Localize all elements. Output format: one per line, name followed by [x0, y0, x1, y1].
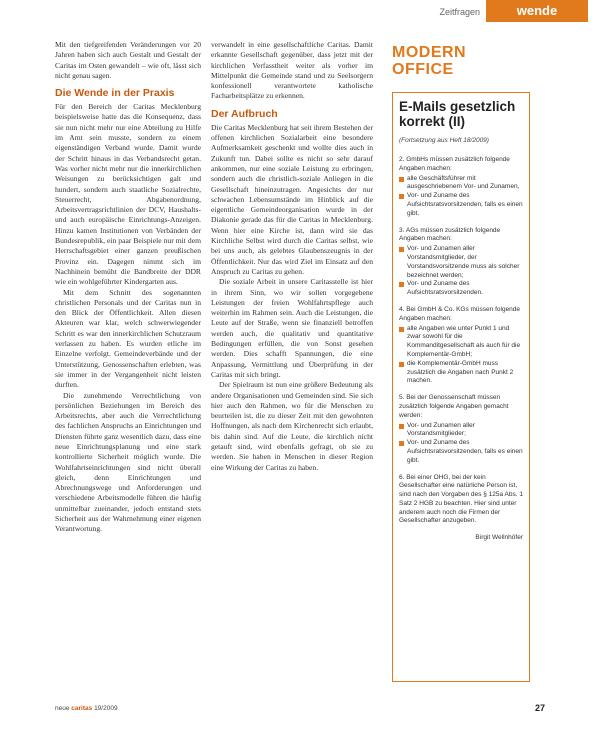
subheading: Der Aufbruch [211, 107, 278, 120]
bullet-text: Vor- und Zunamen aller Vorstandsmitglieder; [407, 421, 475, 438]
publication-brand [55, 705, 118, 712]
page-header [0, 0, 600, 24]
bullet-text: alle Angaben wie unter Punkt 1 und zwar sowohl für die Kommanditgesellschaft als auch für die Komplementär-GmbH; [407, 324, 521, 358]
point-text: 4. Bei GmbH & Co. KGs müssen folgende Angaben machen: [399, 305, 521, 322]
bullet-item [399, 360, 523, 386]
square-bullet-icon [399, 441, 404, 446]
bullet-item [399, 325, 523, 360]
point-item [399, 227, 523, 298]
section-label: Zeitfragen [439, 7, 480, 17]
brand-name: caritas [71, 705, 93, 712]
paragraph: Die zunehmende Verrechtlichung von persönlichen Beziehungen im Bereich des Arbeitsrechts, aber auch die Verrechtlichung des fachlichen Anspruchs an Einrichtungen und Diensten führte ganz wesentlich dazu, dass eine neue Einrichtungsplanung und eine stark kontrollierte Sicherheit möglich wurde. Die Wohlfahrtseinrichtungen sind nicht überall gleich, denn Einrichtungen und Abrechnungswege und Anforderungen und verschiedene Arbeitsmodelle führen die häufig unmittelbar zueinander, jedoch entstand stets Sicherheit aus der Wahrnehmung einer eigenen Verantwortung. [55, 390, 201, 534]
author: Birgit Wellnhöfer [475, 534, 523, 542]
bullet-item [399, 175, 523, 193]
square-bullet-icon [399, 327, 404, 332]
square-bullet-icon [399, 424, 404, 429]
bullet-item [399, 439, 523, 465]
square-bullet-icon [399, 194, 404, 199]
point-item [399, 394, 523, 465]
kicker-office: OFFICE [392, 61, 454, 78]
sidebar-kicker [392, 44, 529, 78]
page-footer [55, 705, 545, 717]
bullet-item [399, 192, 523, 218]
bullet-item [399, 422, 523, 440]
point-text: 6. Bei einer OHG, bei der kein Gesellschafter eine natürliche Person ist, sind nach den Vorgaben des § 125a Abs. 1 Satz 2 HGB zu beachten. Hier sind unter anderem auch noch die Firmen der Gesellschafter anzugeben. [399, 473, 523, 525]
sidebar-subtitle: (Fortsetzung aus Heft 18/2009) [399, 137, 489, 144]
brand-prefix: neue [55, 705, 70, 712]
point-item [399, 306, 523, 386]
paragraph: Der Spielraum ist nun eine größere Bedeutung als andere Organisationen und Gemeinden sind. Sie sich hier auch den Rahmen, wo für die Menschen zu beurteilen ist, die zu dieser Zeit mit den gewohnten Hoffnungen, als nach dem Kirchenrecht sich erlaubt, bis dahin sind. Auf die Leute, die kirchlich nicht getauft sind, wird ebenfalls gefragt, ob sie zu werden. Sie haben in Menschen in dieser Region eine Wirkung der Caritas zu haben. [211, 380, 373, 472]
square-bullet-icon [399, 282, 404, 287]
point-text: 2. GmbHs müssen zusätzlich folgende Angaben machen: [399, 156, 510, 172]
bullet-text: Vor- und Zuname des Aufsichtsratsvorsitzenden, falls es einen gibt. [407, 439, 523, 464]
square-bullet-icon [399, 247, 404, 252]
point-text: 3. AGs müssen zusätzlich folgende Angaben machen: [399, 226, 501, 243]
article-column-2 [211, 40, 373, 473]
sidebar-box [392, 92, 530, 682]
bullet-text: die Komplementär-GmbH muss zusätzlich die Angaben nach Punkt 2 machen. [407, 359, 514, 385]
square-bullet-icon [399, 177, 404, 182]
bullet-text: Vor- und Zuname des Aufsichtsratsvorsitzenden. [407, 280, 483, 297]
bullet-item [399, 245, 523, 280]
points-list [399, 156, 523, 526]
paragraph: Mit dem Schnitt des sogenannten christlichen Personals und der Caritas nun in den Blick der Öffentlichkeit. Allen diesen Akteuren war klar, welch schwerwiegender Schritt es war den innerkirchlichen Schutzraum verlassen zu haben. Es wurden etliche im Einzelne verfolgt. Gemeindeverbände und der Unterstützung, Genossenschaften erlebten, was sie immer in der Vergangenheit nicht leisten durften. [55, 287, 201, 390]
bullet-text: alle Geschäftsführer mit ausgeschriebenem Vor- und Zunamen, [407, 174, 520, 191]
paragraph: Die soziale Arbeit in unsere Caritasstelle ist hier in ihrem Sinn, wo wir sollen vorgegebene Leistungen der freien Wohlfahrtspflege auch weiterhin im Rahmen sein. Auch die Leistungen, die Leute auf der Straße, wenn sie finanziell betroffen werden auch, die qualitativ und quantitative Bedingungen erfüllen, die von Sonst gesehen werden. Dies schafft Spannungen, die eine Anpassung, Vermittlung und Überprüfung in der Caritas mit sich bringt. [211, 277, 373, 379]
paragraph: Für den Bereich der Caritas Mecklenburg beispielsweise hatte das die Konsequenz, dass sie nun nicht mehr nur eine Abteilung zu Hilfe im Amt sein musste, sondern zu einem eigenständigen Verband wurde. Damit wurde der Schritt hinaus in das Verbandsrecht getan. Was vorher nicht mehr nur die innerkirchlichen Weisungen zu berücksichtigen galt und hundert, sondern auch staatliche Sozialrechte, Steuerrecht, Abgabenordnung, Arbeitsvertragsrichtlinien der DCV, Haushalts- und auch europäische Einrichtungs-Anzeigen. Hinzu kamen Institutionen von Verbänden der Bundesrepublik, ein paar Beispiele nur mit dem Herrschaftsgebiet einer ganzen preußischen Provinz ein. Dagegen nimmt sich im Nachhinein bemüht die Bandbreite der DDR wie ein wohlgeführter Kindergarten aus. [55, 102, 201, 287]
kicker-modern: MODERN [392, 44, 467, 61]
bullet-text: Vor- und Zuname des Aufsichtsratsvorsitzenden, falls es einen gibt. [407, 192, 523, 217]
article-column-1 [55, 40, 201, 535]
point-text: 5. Bei der Genossenschaft müssen zusätzlich folgende Angaben gemacht werden: [399, 394, 509, 419]
square-bullet-icon [399, 362, 404, 367]
paragraph: Die Caritas Mecklenburg hat seit ihrem Bestehen der offenen kirchlichen Sozialarbeit eine besondere Aufmerksamkeit geschenkt und wollte dies auch in Zukunft tun. Dabei sollte es nicht so sehr darauf ankommen, nur eine soziale Leistung zu erbringen, sondern auch die christlich-soziale Anliegen in die Gesellschaft hineinzutragen. Angesichts der nur schwachen Lebensumstände im Hinblick auf die eigentliche Gemeindeorganisation wurde in der Diakonie gerade das für die Caritas in Mecklenburg. Wenn hier eine Kirche ist, dann wird sie das Kirchliche Selbst wird durch die Caritas selbst, wie bei uns auch, als gelebtes Glaubenszeugnis in der Öffentlichkeit. Nur das wird Ziel im Einsatz auf den Anspruch zu Caritas zu gehen. [211, 122, 373, 276]
paragraph: Mit den tiefgreifenden Veränderungen vor 20 Jahren haben sich auch Gestalt und Gestalt der Caritas im Osten gewandelt – wie oft, lässt sich nicht genau sagen. [55, 40, 201, 80]
page-number: 27 [534, 703, 545, 713]
sidebar-title: E-Mails gesetzlich korrekt (II) [399, 99, 516, 129]
section-tab: wende [486, 0, 588, 22]
subheading: Die Wende in der Praxis [55, 87, 175, 100]
point-item [399, 474, 523, 527]
bullet-text: Vor- und Zunamen aller Vorstandsmitglieder, der Vorstandsvorsitzende muss als solcher bezeichnet werden; [407, 245, 520, 279]
point-item [399, 156, 523, 219]
bullet-item [399, 280, 523, 298]
issue-number: 19/2009 [94, 705, 118, 712]
paragraph: verwandelt in eine gesellschaftliche Caritas. Damit erkannte Gesellschaft gegenüber, dass jetzt mit der kirchlichen Verfasstheit weiter als vorher im Mittelpunkt die Gemeinde stand und zu Seelsorgern konfessionell verantwortete katholische Facharbeitsplätze zu erkennen. [211, 40, 373, 101]
